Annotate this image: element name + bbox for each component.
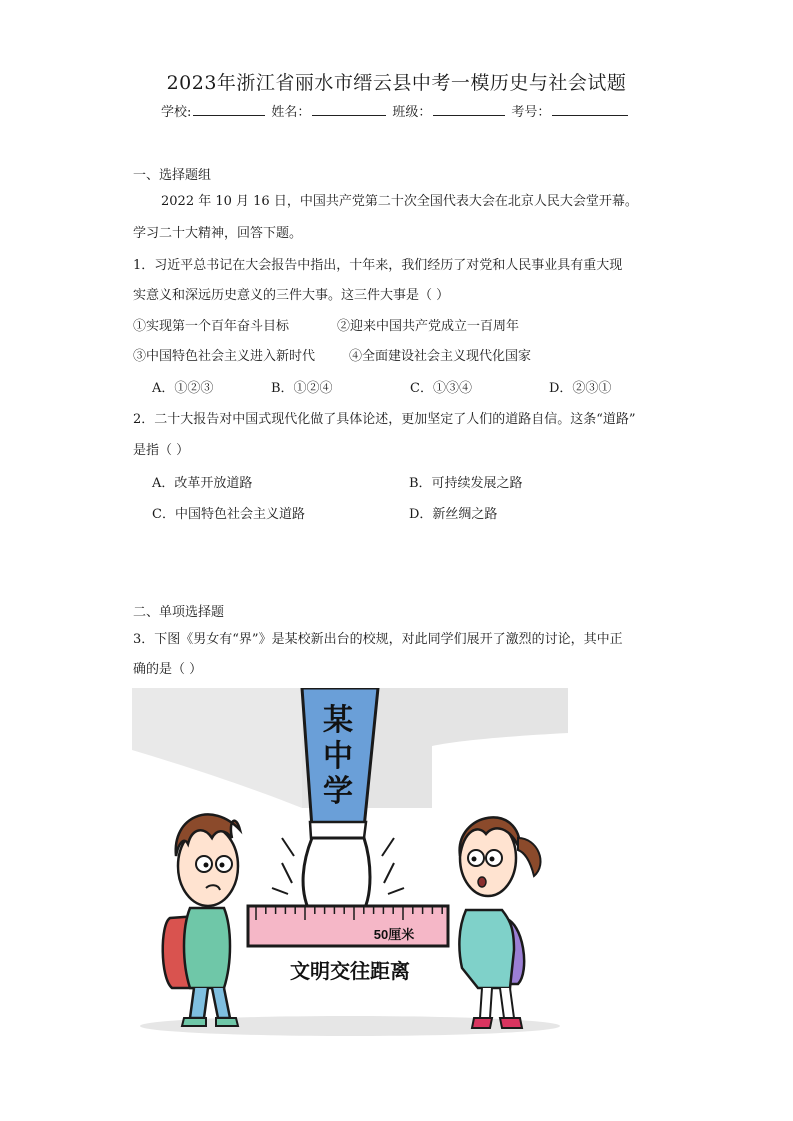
q1-option-d[interactable]: D．②③① <box>549 381 612 396</box>
sleeve-char-1: 某 <box>323 704 353 737</box>
q2-stem-line1: 2．二十大报告对中国式现代化做了具体论述，更加坚定了人们的道路自信。这条“道路” <box>133 412 636 427</box>
ruler-label: 50厘米 <box>373 927 415 942</box>
q2-option-d[interactable]: D．新丝绸之路 <box>409 507 498 522</box>
q1-item-2: ②迎来中国共产党成立一百周年 <box>337 319 520 334</box>
name-label: 姓名： <box>271 105 311 120</box>
name-blank[interactable] <box>312 103 386 116</box>
section2-heading: 二、单项选择题 <box>133 605 225 620</box>
student-info-line <box>161 101 630 120</box>
q1-option-c[interactable]: C．①③④ <box>410 381 472 396</box>
q1-item-4: ④全面建设社会主义现代化国家 <box>349 349 532 364</box>
exam-no-blank[interactable] <box>552 103 628 116</box>
q1-stem-line2: 实意义和深远历史意义的三件大事。这三件大事是（ ） <box>133 288 450 303</box>
school-blank[interactable] <box>193 103 265 116</box>
q1-option-a[interactable]: A．①②③ <box>152 381 214 396</box>
q3-stem-line1: 3．下图《男女有“界”》是某校新出台的校规，对此同学们展开了激烈的讨论，其中正 <box>133 632 623 647</box>
q2-stem-line2: 是指（ ） <box>133 443 190 458</box>
section1-heading: 一、选择题组 <box>133 168 212 183</box>
cartoon-illustration <box>132 688 568 1038</box>
q2-option-c[interactable]: C．中国特色社会主义道路 <box>152 507 305 522</box>
cartoon-caption: 文明交往距离 <box>290 961 410 983</box>
q2-option-b[interactable]: B．可持续发展之路 <box>409 476 523 491</box>
exam-no-label: 考号： <box>511 105 551 120</box>
class-label: 班级： <box>392 105 432 120</box>
q3-stem-line2: 确的是（ ） <box>133 662 203 677</box>
sleeve-char-3: 学 <box>323 775 353 808</box>
class-blank[interactable] <box>433 103 505 116</box>
page-title: 2023年浙江省丽水市缙云县中考一模历史与社会试题 <box>166 72 627 94</box>
q2-option-a[interactable]: A．改革开放道路 <box>152 476 253 491</box>
q1-item-3: ③中国特色社会主义进入新时代 <box>133 349 316 364</box>
q1-option-b[interactable]: B．①②④ <box>271 381 333 396</box>
section1-intro-line2: 学习二十大精神，回答下题。 <box>133 226 303 241</box>
sleeve-char-2: 中 <box>323 740 353 773</box>
ruler <box>248 906 448 946</box>
school-label: 学校: <box>161 105 192 120</box>
q1-item-1: ①实现第一个百年奋斗目标 <box>133 319 290 334</box>
section1-intro-line1: 2022 年 10 月 16 日，中国共产党第二十次全国代表大会在北京人民大会堂开幕。 <box>161 194 638 209</box>
sleeve <box>302 688 378 838</box>
q1-stem-line1: 1．习近平总书记在大会报告中指出，十年来，我们经历了对党和人民事业具有重大现 <box>133 258 623 273</box>
